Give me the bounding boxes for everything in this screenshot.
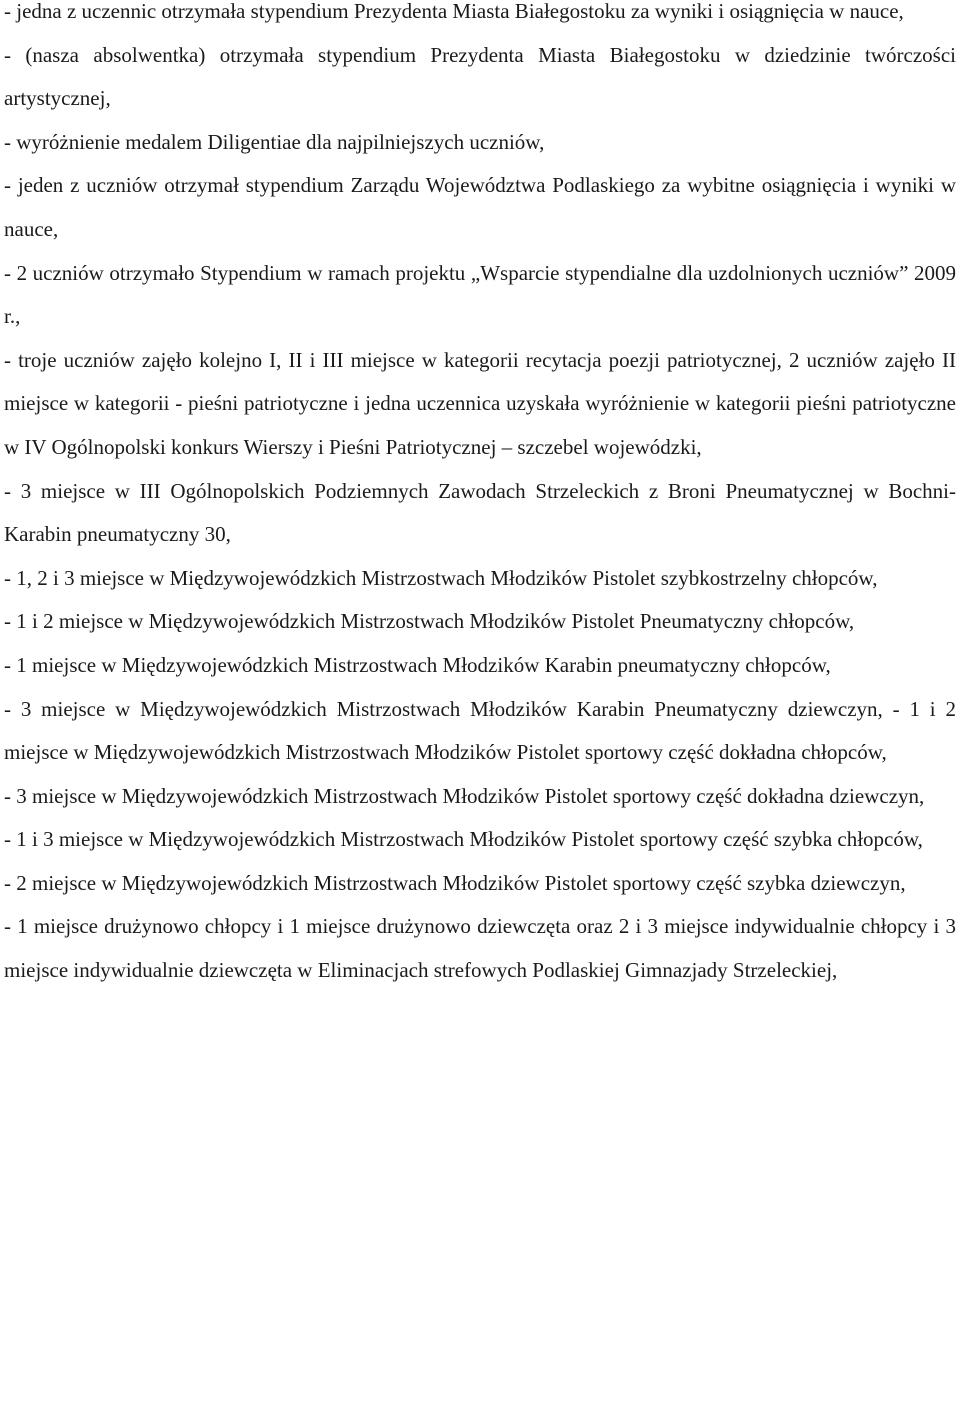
list-item: - 1, 2 i 3 miejsce w Międzywojewódzkich Mistrzostwach Młodzików Pistolet szybkostrzelny chłopców, (4, 565, 878, 590)
list-item: - (nasza absolwentka) otrzymała stypendium Prezydenta Miasta Białegostoku w dziedzinie twórczości artystycznej, (4, 42, 956, 111)
list-item: - 2 miejsce w Międzywojewódzkich Mistrzostwach Młodzików Pistolet sportowy część szybka dziewczyn, (4, 870, 906, 895)
list-item: - troje uczniów zajęło kolejno I, II i III miejsce w kategorii recytacja poezji patriotycznej, 2 uczniów zajęło II miejsce w kategorii - pieśni patriotyczne i jedna uczennica uzyskała wyróżnienie w kategorii pieśni patriotyczne w IV Ogólnopolski konkurs Wierszy i Pieśni Patriotycznej – szczebel wojewódzki, (4, 347, 956, 459)
list-item: - 1 i 2 miejsce w Międzywojewódzkich Mistrzostwach Młodzików Pistolet Pneumatyczny chłopców, (4, 609, 855, 634)
list-item: - 1 miejsce drużynowo chłopcy i 1 miejsce drużynowo dziewczęta oraz 2 i 3 miejsce indywidualnie chłopcy i 3 miejsce indywidualnie dziewczęta w Eliminacjach strefowych Podlaskiej Gimnazjady Strzeleckiej, (4, 914, 956, 983)
list-item: - 3 miejsce w Międzywojewódzkich Mistrzostwach Młodzików Pistolet sportowy część dokładna dziewczyn, (4, 783, 925, 808)
list-item: - 1 miejsce w Międzywojewódzkich Mistrzostwach Młodzików Karabin pneumatyczny chłopców, (4, 652, 831, 677)
list-item: - jedna z uczennic otrzymała stypendium Prezydenta Miasta Białegostoku za wyniki i osiągnięcia w nauce, (4, 0, 904, 23)
list-item: - wyróżnienie medalem Diligentiae dla najpilniejszych uczniów, (4, 129, 545, 154)
list-item: - 3 miejsce w Międzywojewódzkich Mistrzostwach Młodzików Karabin Pneumatyczny dziewczyn, - 1 i 2 miejsce w Międzywojewódzkich Mistrzostwach Młodzików Pistolet sportowy część dokładna chłopców, (4, 696, 956, 765)
list-item: - 3 miejsce w III Ogólnopolskich Podziemnych Zawodach Strzeleckich z Broni Pneumatycznej w Bochni-Karabin pneumatyczny 30, (4, 478, 956, 547)
list-item: - jeden z uczniów otrzymał stypendium Zarządu Województwa Podlaskiego za wybitne osiągnięcia i wyniki w nauce, (4, 173, 956, 241)
list-item: - 2 uczniów otrzymało Stypendium w ramach projektu „Wsparcie stypendialne dla uzdolnionych uczniów” 2009 r., (4, 260, 956, 329)
list-item: - 1 i 3 miejsce w Międzywojewódzkich Mistrzostwach Młodzików Pistolet sportowy część szybka chłopców, (4, 827, 923, 852)
achievements-list (4, 0, 956, 993)
